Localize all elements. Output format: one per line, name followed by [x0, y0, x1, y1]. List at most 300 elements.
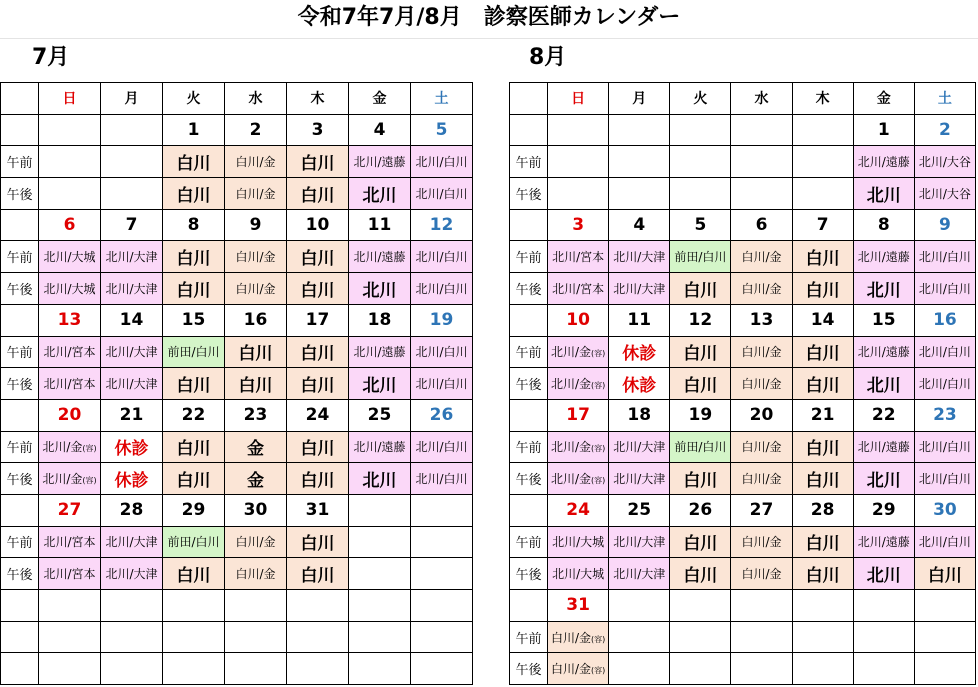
row-label-empty: [1, 590, 39, 622]
doctor-cell-am: [101, 146, 163, 178]
doctor-cell-pm: [411, 273, 473, 305]
doctor-cell-am: [39, 431, 101, 463]
doctor-cell-pm: [287, 558, 349, 590]
doctor-cell-am: [609, 621, 670, 653]
doctor-cell-pm: [225, 653, 287, 685]
doctor-names: 白川: [300, 471, 335, 492]
doctor-cell-pm: [287, 463, 349, 495]
doctor-cell-am: [914, 336, 975, 368]
row-label-am: [1, 621, 39, 653]
row-label-pm: [1, 653, 39, 685]
doctor-names: 北川/大津: [105, 345, 158, 360]
doctor-cell-pm: [349, 368, 411, 400]
doctor-cell-pm: [914, 653, 975, 685]
doctor-cell-am: [670, 431, 731, 463]
doctor-cell-pm: [853, 653, 914, 685]
doctor-cell-am: [225, 241, 287, 273]
weekday-header: 日: [548, 83, 609, 115]
doctor-names: 北川/金: [42, 440, 83, 455]
row-label-empty: [510, 304, 548, 336]
doctor-names: 北川/白川: [415, 186, 468, 201]
doctor-cell-am: [670, 336, 731, 368]
doctor-cell-pm: [101, 368, 163, 400]
doctor-cell-am: [853, 336, 914, 368]
doctor-names: 北川: [362, 471, 397, 492]
doctor-cell-pm: [163, 558, 225, 590]
doctor-names: 北川: [866, 185, 901, 206]
doctor-names: 北川/金: [42, 472, 83, 487]
weekday-header: 木: [792, 83, 853, 115]
doctor-cell-am: [731, 431, 792, 463]
clinic-tag: (容): [591, 349, 606, 359]
doctor-cell-pm: [548, 653, 609, 685]
doctor-names: 北川/大津: [613, 472, 666, 487]
doctor-names: 白川: [683, 280, 718, 301]
doctor-cell-pm: [101, 178, 163, 210]
date-cell: 5: [411, 114, 473, 146]
doctor-names: 北川/遠藤: [353, 440, 406, 455]
doctor-cell-am: [349, 241, 411, 273]
doctor-names: 白川/金: [550, 662, 592, 677]
row-label-empty: [510, 494, 548, 526]
doctor-names: 北川/白川: [415, 345, 468, 360]
weekday-header: 火: [670, 83, 731, 115]
row-label-empty: [510, 399, 548, 431]
doctor-cell-am: [731, 526, 792, 558]
row-label-pm: 午後: [1, 273, 39, 305]
doctor-cell-pm: [101, 558, 163, 590]
date-cell: 7: [792, 209, 853, 241]
doctor-names: 白川: [683, 566, 718, 587]
doctor-cell-am: [853, 241, 914, 273]
doctor-cell-pm: [39, 178, 101, 210]
weekday-header: 木: [287, 83, 349, 115]
doctor-cell-pm: [731, 463, 792, 495]
date-cell: [101, 590, 163, 622]
date-cell: 17: [287, 304, 349, 336]
date-cell: [670, 114, 731, 146]
doctor-cell-pm: [548, 463, 609, 495]
doctor-cell-am: [39, 526, 101, 558]
doctor-cell-pm: [548, 178, 609, 210]
date-cell: 21: [792, 399, 853, 431]
doctor-names: 白川: [927, 566, 962, 587]
doctor-cell-pm: [163, 178, 225, 210]
doctor-names: 白川/金: [235, 155, 276, 170]
doctor-cell-am: [914, 526, 975, 558]
date-cell: 2: [225, 114, 287, 146]
doctor-cell-am: [411, 336, 473, 368]
date-cell: 30: [225, 494, 287, 526]
doctor-cell-am: [670, 621, 731, 653]
doctor-names: 北川/遠藤: [857, 155, 910, 170]
date-cell: [349, 494, 411, 526]
doctor-names: 北川/金: [550, 377, 592, 392]
doctor-cell-am: [287, 146, 349, 178]
doctor-cell-pm: [39, 368, 101, 400]
row-label-empty: [1, 209, 39, 241]
doctor-cell-pm: [39, 653, 101, 685]
doctor-cell-am: [225, 146, 287, 178]
doctor-names: 白川: [176, 566, 211, 587]
doctor-cell-am: [411, 146, 473, 178]
row-label-pm: 午後: [510, 273, 548, 305]
doctor-cell-am: [163, 431, 225, 463]
doctor-names: 北川/大津: [105, 377, 158, 392]
doctor-cell-am: [225, 526, 287, 558]
row-label-am: 午前: [1, 241, 39, 273]
doctor-names: 白川/金: [235, 281, 276, 296]
doctor-names: 北川/遠藤: [857, 440, 910, 455]
date-cell: 28: [792, 494, 853, 526]
doctor-names: 白川: [176, 376, 211, 397]
doctor-names: 白川: [805, 534, 840, 555]
doctor-names: 北川/白川: [415, 155, 468, 170]
doctor-cell-pm: [101, 653, 163, 685]
row-label-am: 午前: [1, 336, 39, 368]
doctor-cell-am: [101, 621, 163, 653]
doctor-cell-pm: [670, 273, 731, 305]
page-title: 令和7年7月/8月 診察医師カレンダー: [297, 5, 681, 30]
row-label-am: 午前: [510, 241, 548, 273]
doctor-cell-am: [39, 146, 101, 178]
date-cell: 20: [39, 399, 101, 431]
doctor-cell-am: [609, 431, 670, 463]
doctor-names: 北川/宮本: [43, 377, 96, 392]
date-cell: [792, 114, 853, 146]
doctor-cell-pm: [670, 368, 731, 400]
doctor-cell-pm: [287, 368, 349, 400]
doctor-cell-am: [792, 621, 853, 653]
doctor-cell-am: [163, 336, 225, 368]
doctor-cell-am: [853, 146, 914, 178]
doctor-names: 白川/金: [235, 186, 276, 201]
doctor-names: 北川/大津: [613, 281, 666, 296]
doctor-names: 白川/金: [235, 250, 276, 265]
doctor-names: 北川/遠藤: [353, 345, 406, 360]
weekday-header: 日: [39, 83, 101, 115]
doctor-cell-pm: [914, 463, 975, 495]
doctor-cell-am: [163, 146, 225, 178]
doctor-names: 北川/宮本: [43, 567, 96, 582]
date-cell: [914, 590, 975, 622]
date-cell: 10: [548, 304, 609, 336]
doctor-cell-pm: [411, 178, 473, 210]
date-cell: 30: [914, 494, 975, 526]
date-cell: 31: [287, 494, 349, 526]
doctor-cell-am: [287, 526, 349, 558]
doctor-cell-pm: [349, 653, 411, 685]
doctor-cell-pm: [792, 273, 853, 305]
row-label-pm: 午後: [510, 463, 548, 495]
doctor-cell-am: [914, 241, 975, 273]
doctor-cell-am: [287, 621, 349, 653]
doctor-names: 白川: [300, 566, 335, 587]
date-cell: 8: [853, 209, 914, 241]
doctor-cell-pm: [731, 368, 792, 400]
date-cell: [731, 114, 792, 146]
doctor-names: 白川: [300, 249, 335, 270]
doctor-names: 北川/白川: [415, 250, 468, 265]
doctor-cell-pm: [914, 178, 975, 210]
date-cell: 21: [101, 399, 163, 431]
doctor-cell-pm: [670, 653, 731, 685]
date-cell: 14: [792, 304, 853, 336]
doctor-names: 北川/宮本: [43, 535, 96, 550]
doctor-cell-am: [731, 241, 792, 273]
doctor-names: 北川/大津: [105, 281, 158, 296]
date-cell: 18: [609, 399, 670, 431]
doctor-names: 白川: [805, 280, 840, 301]
doctor-cell-am: [731, 146, 792, 178]
row-label-pm: 午後: [510, 558, 548, 590]
date-cell: 24: [548, 494, 609, 526]
doctor-cell-am: [411, 241, 473, 273]
date-cell: 23: [914, 399, 975, 431]
doctor-cell-pm: [411, 463, 473, 495]
doctor-names: 北川/大谷: [918, 155, 971, 170]
doctor-cell-am: [163, 621, 225, 653]
doctor-cell-pm: [670, 558, 731, 590]
weekday-header: 金: [349, 83, 411, 115]
row-label-pm: 午後: [510, 653, 548, 685]
doctor-cell-am: [670, 146, 731, 178]
clinic-tag: (容): [591, 381, 606, 391]
doctor-cell-pm: [101, 463, 163, 495]
doctor-names: 休診: [622, 376, 657, 397]
doctor-cell-am: [548, 526, 609, 558]
doctor-cell-pm: [609, 178, 670, 210]
doctor-names: 白川: [683, 344, 718, 365]
doctor-cell-pm: [731, 653, 792, 685]
doctor-names: 北川/遠藤: [857, 250, 910, 265]
doctor-cell-am: [225, 336, 287, 368]
doctor-names: 白川/金: [741, 345, 782, 360]
doctor-names: 前田/白川: [167, 535, 220, 550]
doctor-names: 北川/白川: [918, 281, 971, 296]
date-cell: [853, 590, 914, 622]
doctor-names: 北川/大津: [105, 535, 158, 550]
doctor-cell-am: [411, 621, 473, 653]
date-cell: 16: [225, 304, 287, 336]
doctor-names: 北川/金: [550, 472, 592, 487]
doctor-names: 休診: [622, 344, 657, 365]
doctor-cell-am: [792, 146, 853, 178]
doctor-names: 北川: [866, 566, 901, 587]
doctor-cell-am: [349, 526, 411, 558]
doctor-names: 北川: [866, 376, 901, 397]
date-cell: 1: [163, 114, 225, 146]
doctor-names: 白川: [176, 439, 211, 460]
doctor-names: 北川/金: [550, 345, 592, 360]
doctor-names: 白川: [176, 249, 211, 270]
doctor-cell-am: [163, 526, 225, 558]
doctor-names: 白川: [238, 344, 273, 365]
doctor-cell-am: [609, 526, 670, 558]
date-cell: [609, 114, 670, 146]
row-label-pm: 午後: [1, 463, 39, 495]
doctor-cell-pm: [548, 273, 609, 305]
row-label-pm: 午後: [510, 368, 548, 400]
doctor-names: 北川/白川: [918, 472, 971, 487]
date-cell: [411, 494, 473, 526]
doctor-cell-pm: [853, 273, 914, 305]
doctor-names: 白川: [300, 534, 335, 555]
doctor-cell-pm: [792, 178, 853, 210]
doctor-cell-am: [548, 241, 609, 273]
weekday-header: 水: [731, 83, 792, 115]
date-cell: [609, 590, 670, 622]
doctor-cell-am: [792, 431, 853, 463]
row-label-empty: [1, 304, 39, 336]
date-cell: [39, 590, 101, 622]
month-label-august: 8月: [529, 45, 567, 70]
doctor-cell-pm: [548, 368, 609, 400]
doctor-names: 北川/大城: [552, 535, 605, 550]
doctor-cell-am: [225, 431, 287, 463]
doctor-cell-pm: [287, 653, 349, 685]
doctor-cell-pm: [39, 558, 101, 590]
doctor-cell-pm: [914, 368, 975, 400]
doctor-names: 白川/金: [235, 535, 276, 550]
doctor-cell-pm: [349, 273, 411, 305]
doctor-names: 前田/白川: [674, 250, 727, 265]
doctor-cell-pm: [609, 653, 670, 685]
date-cell: 4: [609, 209, 670, 241]
doctor-cell-am: [349, 621, 411, 653]
doctor-names: 北川/宮本: [43, 345, 96, 360]
row-label-pm: 午後: [1, 368, 39, 400]
doctor-cell-am: [731, 336, 792, 368]
date-cell: 19: [411, 304, 473, 336]
doctor-names: 白川: [805, 344, 840, 365]
date-cell: 9: [914, 209, 975, 241]
doctor-cell-am: [792, 336, 853, 368]
date-cell: 28: [101, 494, 163, 526]
row-label-am: 午前: [1, 431, 39, 463]
doctor-names: 北川/大津: [613, 440, 666, 455]
date-cell: 3: [287, 114, 349, 146]
date-cell: 22: [163, 399, 225, 431]
doctor-cell-am: [225, 621, 287, 653]
doctor-cell-am: [609, 146, 670, 178]
date-cell: 7: [101, 209, 163, 241]
row-label-am: 午前: [1, 146, 39, 178]
date-cell: 1: [853, 114, 914, 146]
doctor-names: 休診: [114, 439, 149, 460]
doctor-names: 白川: [805, 566, 840, 587]
doctor-cell-am: [101, 241, 163, 273]
doctor-names: 北川/白川: [415, 472, 468, 487]
doctor-cell-pm: [225, 273, 287, 305]
doctor-cell-am: [853, 526, 914, 558]
doctor-cell-pm: [411, 558, 473, 590]
doctor-names: 白川: [300, 280, 335, 301]
doctor-cell-pm: [225, 368, 287, 400]
doctor-cell-pm: [39, 273, 101, 305]
doctor-cell-am: [101, 526, 163, 558]
doctor-names: 白川/金: [741, 281, 782, 296]
doctor-cell-am: [287, 431, 349, 463]
doctor-cell-pm: [287, 273, 349, 305]
doctor-cell-am: [39, 241, 101, 273]
doctor-cell-am: [792, 241, 853, 273]
row-label-empty: [1, 494, 39, 526]
doctor-names: 北川/遠藤: [353, 250, 406, 265]
doctor-cell-am: [548, 336, 609, 368]
doctor-cell-pm: [609, 558, 670, 590]
doctor-names: 白川: [805, 439, 840, 460]
date-cell: 8: [163, 209, 225, 241]
doctor-names: 白川/金: [235, 567, 276, 582]
doctor-names: 北川/白川: [918, 377, 971, 392]
date-cell: [792, 590, 853, 622]
doctor-names: 北川: [866, 471, 901, 492]
doctor-cell-pm: [914, 558, 975, 590]
doctor-cell-pm: [411, 653, 473, 685]
doctor-cell-am: [914, 621, 975, 653]
doctor-names: 北川/宮本: [552, 250, 605, 265]
doctor-cell-am: [39, 621, 101, 653]
date-cell: 22: [853, 399, 914, 431]
date-cell: 17: [548, 399, 609, 431]
date-cell: [163, 590, 225, 622]
clinic-tag: (容): [591, 666, 606, 676]
doctor-cell-pm: [792, 463, 853, 495]
date-cell: [731, 590, 792, 622]
doctor-names: 白川: [300, 376, 335, 397]
date-cell: 27: [731, 494, 792, 526]
clinic-tag: (容): [82, 476, 97, 486]
doctor-names: 白川: [176, 280, 211, 301]
doctor-cell-pm: [670, 463, 731, 495]
doctor-names: 白川/金: [741, 440, 782, 455]
doctor-cell-pm: [163, 368, 225, 400]
doctor-cell-pm: [287, 178, 349, 210]
doctor-names: 白川/金: [741, 535, 782, 550]
date-cell: 24: [287, 399, 349, 431]
doctor-cell-am: [411, 526, 473, 558]
doctor-names: 北川/白川: [918, 250, 971, 265]
doctor-names: 北川/大津: [613, 535, 666, 550]
doctor-names: 北川: [866, 280, 901, 301]
doctor-names: 白川/金: [550, 630, 592, 645]
doctor-cell-am: [792, 526, 853, 558]
doctor-cell-am: [287, 336, 349, 368]
doctor-names: 白川: [683, 376, 718, 397]
date-cell: 13: [731, 304, 792, 336]
doctor-cell-pm: [609, 368, 670, 400]
doctor-cell-pm: [349, 178, 411, 210]
doctor-names: 白川: [176, 154, 211, 175]
doctor-cell-am: [670, 241, 731, 273]
doctor-names: 白川/金: [741, 250, 782, 265]
row-label-am: 午前: [1, 526, 39, 558]
doctor-cell-am: [101, 336, 163, 368]
date-cell: 3: [548, 209, 609, 241]
doctor-cell-am: [349, 336, 411, 368]
doctor-names: 北川/白川: [918, 440, 971, 455]
doctor-cell-am: [609, 336, 670, 368]
doctor-names: 北川/大谷: [918, 186, 971, 201]
doctor-names: 北川: [362, 280, 397, 301]
doctor-names: 白川: [300, 344, 335, 365]
doctor-cell-am: [853, 621, 914, 653]
date-cell: 5: [670, 209, 731, 241]
doctor-cell-am: [411, 431, 473, 463]
doctor-names: 白川: [300, 439, 335, 460]
doctor-names: 白川: [805, 471, 840, 492]
